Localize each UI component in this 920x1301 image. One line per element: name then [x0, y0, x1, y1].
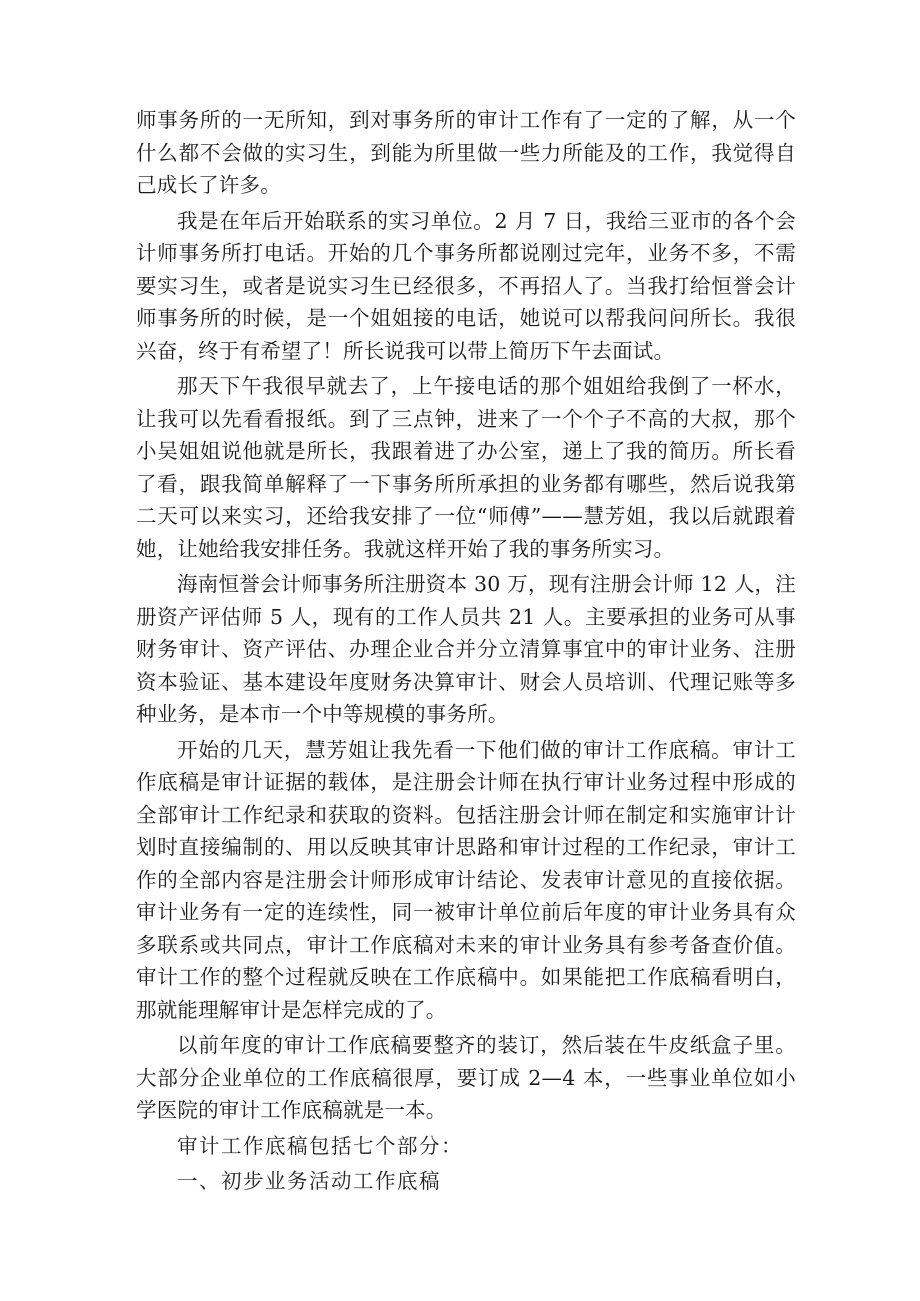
document-body — [136, 104, 796, 1201]
paragraph-binding: 以前年度的审计工作底稿要整齐的装订，然后装在牛皮纸盒子里。大部分企业单位的工作底稿很厚，要订成 2—4 本，一些事业单位如小学医院的审计工作底稿就是一本。 — [136, 1033, 796, 1122]
paragraph-seven-parts: 审计工作底稿包括七个部分： — [177, 1133, 463, 1158]
paragraph-working-papers: 开始的几天，慧芳姐让我先看一下他们做的审计工作底稿。审计工作底稿是审计证据的载体，是注册会计师在执行审计业务过程中形成的全部审计工作纪录和获取的资料。包括注册会计师在制定和实施审计计划时直接编制的、用以反映其审计思路和审计过程的工作纪录，审计工作的全部内容是注册会计师形成审计结论、发表审计意见的直接依据。审计业务有一定的连续性，同一被审计单位前后年度的审计业务具有众多联系或共同点，审计工作底稿对未来的审计业务具有参考备查价值。审计工作的整个过程就反映在工作底稿中。如果能把工作底稿看明白，那就能理解审计是怎样完成的了。 — [136, 737, 796, 1022]
paragraph-job-search: 我是在年后开始联系的实习单位。2 月 7 日，我给三亚市的各个会计师事务所打电话。开始的几个事务所都说刚过完年，业务不多，不需要实习生，或者是说实习生已经很多，不再招人了。当我打给恒誉会计师事务所的时候，是一个姐姐接的电话，她说可以帮我问问所长。我很兴奋，终于有希望了！所长说我可以带上简历下午去面试。 — [136, 208, 796, 363]
paragraph-firm-profile: 海南恒誉会计师事务所注册资本 30 万，现有注册会计师 12 人，注册资产评估师 5 人，现有的工作人员共 21 人。主要承担的业务可从事财务审计、资产评估、办理企业合并分立清算事宜中的审计业务、注册资本验证、基本建设年度财务决算审计、财会人员培训、代理记账等多种业务，是本市一个中等规模的事务所。 — [136, 572, 796, 726]
paragraph-intro-continued: 师事务所的一无所知，到对事务所的审计工作有了一定的了解，从一个什么都不会做的实习生，到能为所里做一些力所能及的工作，我觉得自己成长了许多。 — [136, 108, 796, 197]
paragraph-section-one-heading: 一、初步业务活动工作底稿 — [177, 1169, 441, 1193]
paragraph-interview: 那天下午我很早就去了，上午接电话的那个姐姐给我倒了一杯水，让我可以先看看报纸。到了三点钟，进来了一个个子不高的大叔，那个小吴姐姐说他就是所长，我跟着进了办公室，递上了我的简历。所长看了看，跟我简单解释了一下事务所所承担的业务都有哪些，然后说我第二天可以来实习，还给我安排了一位“师傅”——慧芳姐，我以后就跟着她，让她给我安排任务。我就这样开始了我的事务所实习。 — [136, 374, 796, 561]
